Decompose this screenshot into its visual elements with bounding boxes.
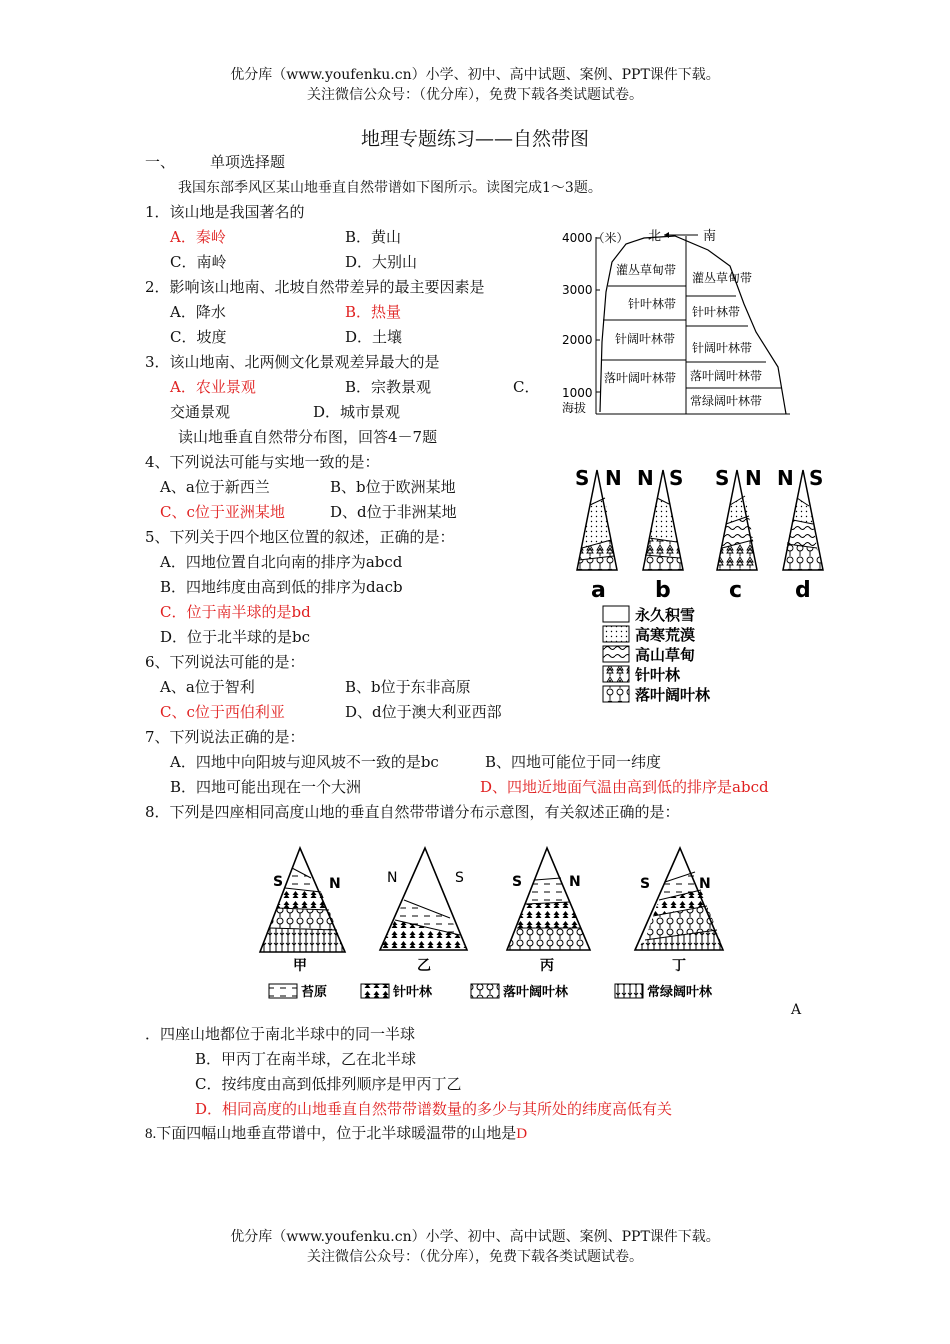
north-zone-mixed: 针阔叶林带	[615, 332, 676, 346]
question-6: 6、下列说法可能的是：	[145, 653, 305, 671]
question-7: 7、下列说法正确的是：	[145, 728, 305, 746]
label-c: c	[729, 578, 743, 603]
q8-option-d: D．相同高度的山地垂直自然带带谱数量的多少与其所处的纬度高低有关	[195, 1100, 673, 1118]
q9-answer: D	[516, 1126, 528, 1142]
c-left-side: S	[715, 466, 730, 490]
north-zone-shrub-meadow: 灌丛草甸带	[616, 263, 677, 277]
label-d: d	[795, 578, 811, 603]
label-bing: 丙	[540, 958, 554, 974]
section-number: 一、	[145, 153, 176, 171]
mountain-ding	[635, 848, 723, 950]
yi-left-side: N	[387, 870, 398, 886]
legend-abcd	[603, 606, 711, 704]
q5-option-d: D．位于北半球的是bc	[160, 628, 311, 646]
legend-alpine-desert: 高寒荒漠	[635, 626, 696, 644]
q7-option-a: A．四地中向阳坡与迎风坡不一致的是bc	[170, 753, 439, 771]
page-footer-line2: 关注微信公众号：（优分库），免费下载各类试题试卷。	[307, 1249, 643, 1265]
legend-coniferous-forest: 针叶林	[635, 666, 681, 684]
q4-option-b: B、b位于欧洲某地	[330, 478, 456, 496]
q4-option-d: D、d位于非洲某地	[330, 503, 457, 521]
question-4: 4、下列说法可能与实地一致的是：	[145, 453, 380, 471]
d-left-side: N	[777, 466, 794, 490]
south-zone-mixed: 针阔叶林带	[692, 341, 753, 355]
question-2: 2．影响该山地南、北坡自然带差异的最主要因素是	[145, 278, 485, 296]
page-footer-line1: 优分库（www.youfenku.cn）小学、初中、高中试题、案例、PPT课件下载。	[230, 1229, 720, 1245]
q6-option-a: A、a位于智利	[160, 678, 255, 696]
legend-tundra: 苔原	[301, 985, 328, 1000]
b-left-side: N	[637, 466, 654, 490]
q5-option-c: C．位于南半球的是bd	[160, 603, 311, 621]
q6-option-d: D、d位于澳大利亚西部	[345, 703, 502, 721]
south-zone-shrub-meadow: 灌丛草甸带	[692, 271, 753, 285]
question-3: 3．该山地南、北两侧文化景观差异最大的是	[145, 353, 440, 371]
legend-evergreen-broadleaf: 常绿阔叶林	[647, 985, 713, 1000]
a-right-side: N	[605, 466, 622, 490]
direction-arrow	[664, 232, 698, 238]
q1-option-c: C．南岭	[170, 253, 227, 271]
label-jia: 甲	[293, 958, 307, 974]
legend-permanent-snow: 永久积雪	[635, 606, 696, 624]
q7-option-b: B、四地可能位于同一纬度	[485, 753, 662, 771]
legend-deciduous-broadleaf: 落叶阔叶林	[503, 985, 569, 1000]
page-header-line2: 关注微信公众号：（优分库），免费下载各类试题试卷。	[307, 87, 643, 103]
q4-option-a: A、a位于新西兰	[160, 478, 270, 496]
a-left-side: S	[575, 466, 590, 490]
legend-alpine-meadow: 高山草甸	[635, 646, 696, 664]
q2-option-d: D．土壤	[345, 328, 403, 346]
jia-left-side: S	[273, 874, 284, 890]
bing-right-side: N	[569, 874, 581, 890]
legend-deciduous-forest: 落叶阔叶林	[635, 686, 711, 704]
mountain-yi	[380, 848, 467, 950]
q2-option-c: C．坡度	[170, 328, 227, 346]
page-title: 地理专题练习——自然带图	[360, 128, 589, 150]
south-zone-conifer: 针叶林带	[692, 305, 741, 319]
q6-option-c: C、c位于西伯利亚	[160, 703, 285, 721]
q6-option-b: B、b位于东非高原	[345, 678, 471, 696]
south-zone-evergreen: 常绿阔叶林带	[690, 394, 763, 408]
d-right-side: S	[809, 466, 824, 490]
ding-left-side: S	[640, 876, 651, 892]
q5-option-a: A．四地位置自北向南的排序为abcd	[160, 553, 403, 571]
intro-q4-7: 读山地垂直自然带分布图，回答4－7题	[178, 428, 438, 446]
question-5: 5、下列关于四个地区位置的叙述，正确的是：	[145, 528, 455, 546]
direction-south: 南	[703, 229, 717, 244]
q8-option-c: C．按纬度由高到低排列顺序是甲丙丁乙	[195, 1075, 462, 1093]
mountain-jia	[260, 848, 345, 952]
jia-right-side: N	[329, 876, 341, 892]
south-zone-deciduous: 落叶阔叶林带	[690, 369, 763, 383]
stray-option-letter: A	[791, 1002, 802, 1018]
figure-four-mountains-abcd	[565, 460, 840, 710]
q1-option-d: D．大别山	[345, 253, 418, 271]
page-header-line1: 优分库（www.youfenku.cn）小学、初中、高中试题、案例、PPT课件下载。	[230, 67, 720, 83]
legend-coniferous: 针叶林	[393, 985, 433, 1000]
label-yi: 乙	[417, 958, 431, 974]
section-title: 单项选择题	[210, 153, 286, 171]
q4-option-c: C、c位于亚洲某地	[160, 503, 285, 521]
q3-option-c-text: 交通景观	[170, 403, 231, 421]
direction-north: 北	[648, 229, 662, 244]
q8-option-a: ．四座山地都位于南北半球中的同一半球	[145, 1025, 416, 1043]
mountain-bing	[507, 848, 590, 950]
intro-q1-3: 我国东部季风区某山地垂直自然带谱如下图所示。读图完成1～3题。	[178, 180, 602, 196]
q7-option-c: B．四地可能出现在一个大洲	[170, 778, 362, 796]
y-label-1000: 1000	[562, 386, 593, 400]
question-1: 1．该山地是我国著名的	[145, 203, 305, 221]
c-right-side: N	[745, 466, 762, 490]
y-label-3000: 3000	[562, 283, 593, 297]
q5-option-b: B．四地纬度由高到低的排序为dacb	[160, 578, 403, 596]
figure-four-mountains-jia-yi-bing-ding	[255, 840, 745, 1010]
label-b: b	[655, 578, 671, 603]
figure-mountain-profile	[560, 222, 800, 422]
q3-option-d: D．城市景观	[313, 403, 401, 421]
north-zone-conifer: 针叶林带	[628, 297, 677, 311]
y-label-2000: 2000	[562, 333, 593, 347]
question-9: 8.下面四幅山地垂直带谱中，位于北半球暖温带的山地是D	[145, 1126, 528, 1142]
q3-option-c-letter: C．	[513, 378, 540, 396]
q3-option-a: A．农业景观	[170, 378, 256, 396]
q7-option-d: D、四地近地面气温由高到低的排序是abcd	[480, 778, 769, 796]
q1-option-b: B．黄山	[345, 228, 402, 246]
label-ding: 丁	[672, 958, 686, 974]
q2-option-b: B．热量	[345, 303, 402, 321]
bing-left-side: S	[512, 874, 523, 890]
q2-option-a: A．降水	[170, 303, 226, 321]
b-right-side: S	[669, 466, 684, 490]
yi-right-side: S	[455, 870, 464, 886]
q8-option-b: B．甲丙丁在南半球，乙在北半球	[195, 1050, 417, 1068]
legend-jia-yi-bing-ding	[269, 984, 713, 1000]
label-a: a	[591, 578, 606, 603]
q3-option-b: B．宗教景观	[345, 378, 432, 396]
q1-option-a: A．秦岭	[170, 228, 226, 246]
y-label-altitude: 海拔	[562, 401, 587, 415]
question-8: 8．下列是四座相同高度山地的垂直自然带带谱分布示意图，有关叙述正确的是：	[145, 803, 680, 821]
y-label-4000: 4000（米）	[562, 231, 629, 245]
north-zone-deciduous: 落叶阔叶林带	[604, 371, 677, 385]
ding-right-side: N	[699, 876, 711, 892]
